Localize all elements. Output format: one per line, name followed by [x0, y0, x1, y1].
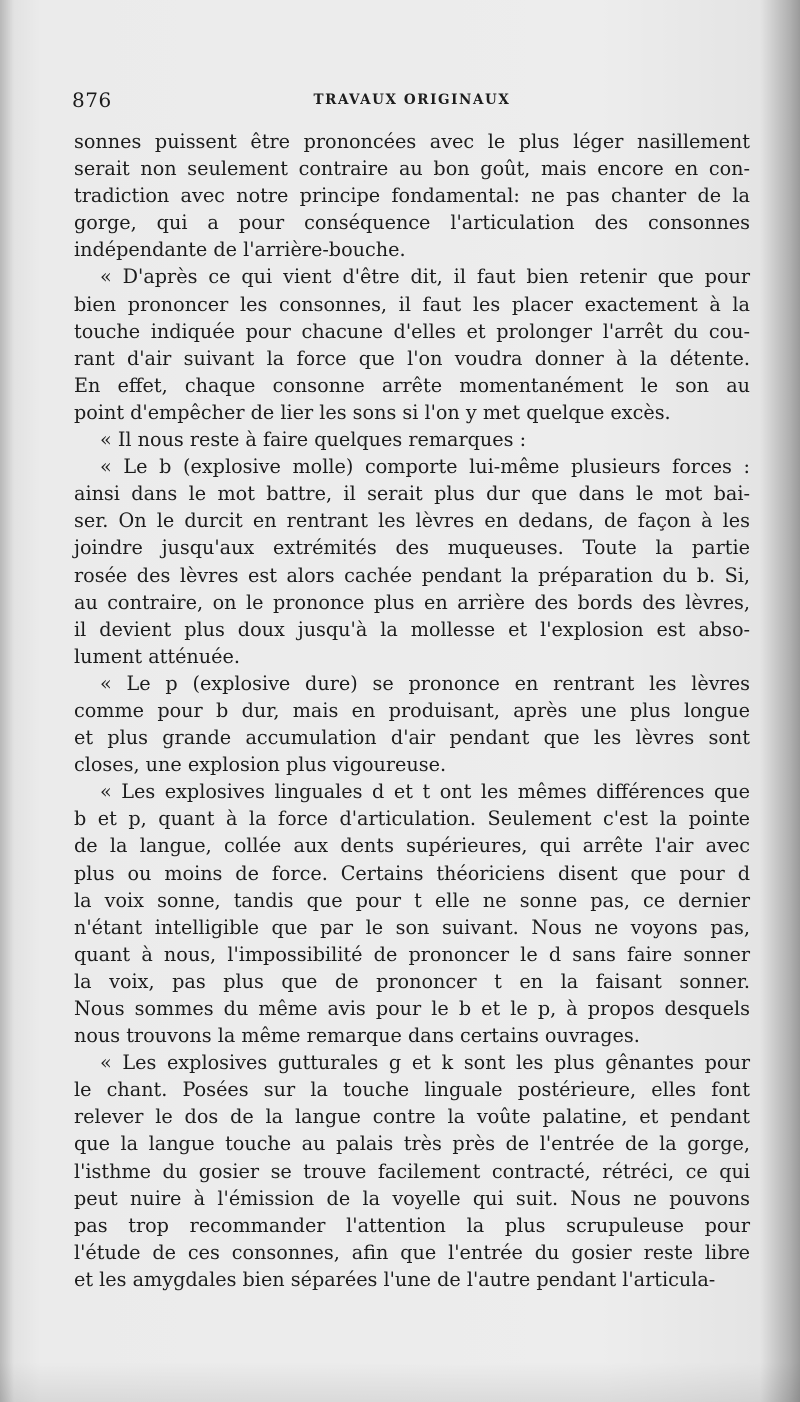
- text-line: serait non seulement contraire au bon goût, mais encore en con-: [74, 157, 750, 181]
- page-number: 876: [72, 88, 112, 112]
- text-line: touche indiquée pour chacune d'elles et prolonger l'arrêt du cou-: [74, 319, 750, 343]
- text-line: relever le dos de la langue contre la voûte palatine, et pendant: [74, 1105, 750, 1129]
- text-line: au contraire, on le prononce plus en arrière des bords des lèvres,: [74, 590, 750, 614]
- text-line: que la langue touche au palais très près de l'entrée de la gorge,: [74, 1132, 750, 1156]
- text-line: « Il nous reste à faire quelques remarques :: [100, 428, 527, 452]
- text-line: et les amygdales bien séparées l'une de l'autre pendant l'articula-: [74, 1267, 716, 1291]
- text-line: « D'après ce qui vient d'être dit, il faut bien retenir que pour: [100, 265, 750, 289]
- text-line: la voix sonne, tandis que pour t elle ne sonne pas, ce dernier: [74, 888, 750, 912]
- text-line: lument atténuée.: [74, 644, 240, 668]
- text-line: ser. On le durcit en rentrant les lèvres en dedans, de façon à les: [74, 509, 750, 533]
- text-line: et plus grande accumulation d'air pendant que les lèvres sont: [74, 726, 750, 750]
- text-line: de la langue, collée aux dents supérieures, qui arrête l'air avec: [74, 834, 750, 858]
- text-line: point d'empêcher de lier les sons si l'on y met quelque excès.: [74, 400, 671, 424]
- text-line: il devient plus doux jusqu'à la mollesse et l'explosion est abso-: [74, 617, 750, 641]
- text-line: plus ou moins de force. Certains théoriciens disent que pour d: [74, 861, 750, 885]
- paragraph: [74, 426, 750, 453]
- text-line: l'isthme du gosier se trouve facilement contracté, rétréci, ce qui: [74, 1159, 750, 1183]
- body-text: [74, 128, 750, 1293]
- text-line: n'étant intelligible que par le son suivant. Nous ne voyons pas,: [74, 915, 750, 939]
- page-header: [72, 88, 752, 116]
- text-line: « Les explosives gutturales g et k sont les plus gênantes pour: [100, 1051, 750, 1075]
- paragraph: [74, 1049, 750, 1293]
- text-line: nous trouvons la même remarque dans certains ouvrages.: [74, 1024, 640, 1048]
- text-line: la voix, pas plus que de prononcer t en la faisant sonner.: [74, 969, 750, 993]
- text-line: closes, une explosion plus vigoureuse.: [74, 753, 447, 777]
- text-line: « Le p (explosive dure) se prononce en rentrant les lèvres: [100, 671, 750, 695]
- text-line: quant à nous, l'impossibilité de prononcer le d sans faire sonner: [74, 942, 750, 966]
- text-line: sonnes puissent être prononcées avec le plus léger nasillement: [74, 130, 750, 153]
- paragraph: [74, 453, 750, 670]
- text-line: rant d'air suivant la force que l'on voudra donner à la détente.: [74, 346, 750, 370]
- text-line: Nous sommes du même avis pour le b et le p, à propos desquels: [74, 997, 750, 1020]
- page-edge-shadow: [0, 1362, 800, 1402]
- text-line: ainsi dans le mot battre, il serait plus dur que dans le mot bai-: [74, 482, 750, 506]
- text-line: le chant. Posées sur la touche linguale postérieure, elles font: [74, 1078, 750, 1102]
- paragraph: [74, 670, 750, 778]
- text-line: En effet, chaque consonne arrête momentanément le son au: [74, 373, 750, 397]
- text-line: tradiction avec notre principe fondamental: ne pas chanter de la: [74, 184, 750, 208]
- text-line: rosée des lèvres est alors cachée pendant la préparation du b. Si,: [74, 563, 750, 587]
- running-head: TRAVAUX ORIGINAUX: [313, 92, 511, 108]
- text-line: l'étude de ces consonnes, afin que l'entrée du gosier reste libre: [74, 1240, 750, 1264]
- text-line: joindre jusqu'aux extrémités des muqueuses. Toute la partie: [74, 536, 750, 560]
- text-line: « Les explosives linguales d et t ont les mêmes différences que: [100, 780, 750, 804]
- text-line: comme pour b dur, mais en produisant, après une plus longue: [74, 698, 750, 722]
- paragraph: [74, 263, 750, 426]
- paragraph: [74, 128, 750, 263]
- text-line: bien prononcer les consonnes, il faut les placer exactement à la: [74, 292, 750, 316]
- text-line: gorge, qui a pour conséquence l'articulation des consonnes: [74, 211, 750, 235]
- text-line: pas trop recommander l'attention la plus scrupuleuse pour: [74, 1213, 750, 1237]
- text-line: peut nuire à l'émission de la voyelle qui suit. Nous ne pouvons: [74, 1186, 750, 1210]
- text-line: b et p, quant à la force d'articulation. Seulement c'est la pointe: [74, 807, 750, 831]
- text-line: indépendante de l'arrière-bouche.: [74, 238, 406, 262]
- paragraph: [74, 778, 750, 1049]
- text-line: « Le b (explosive molle) comporte lui-même plusieurs forces :: [100, 455, 750, 479]
